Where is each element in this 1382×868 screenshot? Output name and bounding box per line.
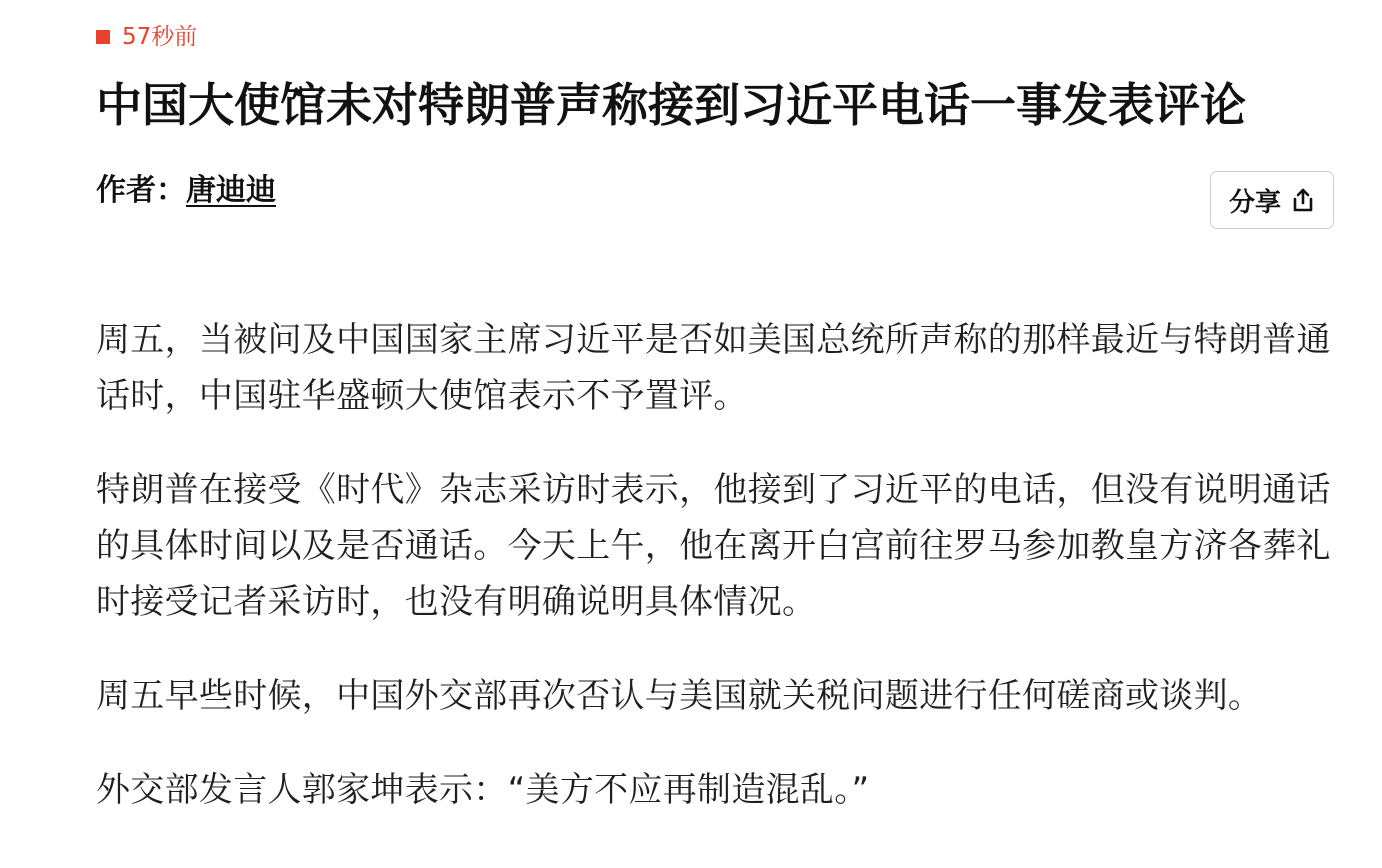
byline bbox=[96, 170, 276, 212]
timestamp: 57秒前 bbox=[122, 24, 198, 50]
article-body bbox=[96, 312, 1334, 856]
article-paragraph: 特朗普在接受《时代》杂志采访时表示，他接到了习近平的电话，但没有说明通话的具体时间以及是否通话。今天上午，他在离开白宫前往罗马参加教皇方济各葬礼时接受记者采访时，也没有明确说明具体情况。 bbox=[96, 470, 1331, 622]
author-link[interactable]: 唐迪迪 bbox=[186, 173, 276, 208]
share-label: 分享 bbox=[1228, 187, 1281, 218]
article-paragraph: 周五，当被问及中国国家主席习近平是否如美国总统所声称的那样最近与特朗普通话时，中国驻华盛顿大使馆表示不予置评。 bbox=[96, 320, 1331, 416]
share-upload-icon bbox=[1291, 187, 1315, 213]
live-indicator-icon bbox=[96, 30, 110, 44]
timestamp-row bbox=[96, 22, 197, 52]
article-headline: 中国大使馆未对特朗普声称接到习近平电话一事发表评论 bbox=[96, 78, 1246, 132]
byline-label: 作者： bbox=[96, 173, 186, 208]
share-button[interactable] bbox=[1210, 171, 1334, 229]
article-paragraph: 周五早些时候，中国外交部再次否认与美国就关税问题进行任何磋商或谈判。 bbox=[96, 676, 1263, 716]
article-paragraph: 外交部发言人郭家坤表示：“美方不应再制造混乱。” bbox=[96, 770, 870, 810]
